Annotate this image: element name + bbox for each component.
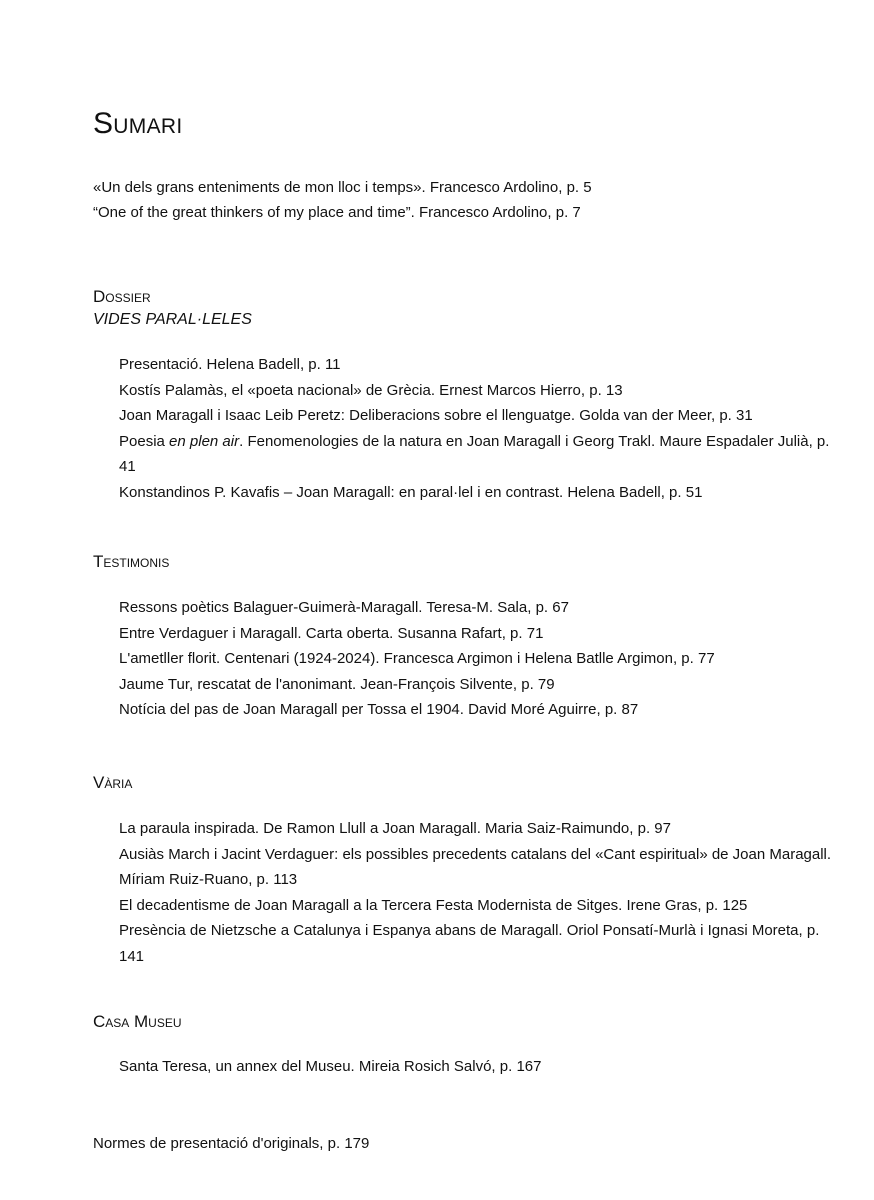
toc-entry: Notícia del pas de Joan Maragall per Tossa el 1904. David Moré Aguirre, p. 87 [119, 701, 639, 718]
section-heading-dossier: Dossier [93, 287, 151, 306]
toc-entry-text: Poesia [119, 432, 170, 450]
toc-entry: Ressons poètics Balaguer-Guimerà-Maragall. Teresa-M. Sala, p. 67 [119, 599, 569, 616]
toc-entry: Jaume Tur, rescatat de l'anonimant. Jean-François Silvente, p. 79 [119, 675, 555, 693]
toc-entry: Entre Verdaguer i Maragall. Carta oberta. Susanna Rafart, p. 71 [119, 624, 544, 642]
toc-entry: Ausiàs March i Jacint Verdaguer: els possibles precedents catalans del «Cant espiritual» de Joan Maragall. Míriam Ruiz-Ruano, p. 113 [119, 845, 832, 888]
intro-entry-catalan: «Un dels grans enteniments de mon lloc i temps». Francesco Ardolino, p. 5 [93, 179, 592, 196]
intro-entry-english: “One of the great thinkers of my place and time”. Francesco Ardolino, p. 7 [93, 204, 581, 221]
toc-entry-italic: en plen air [169, 432, 240, 450]
toc-entry: Santa Teresa, un annex del Museu. Mireia Rosich Salvó, p. 167 [119, 1058, 542, 1075]
page-title: Sumari [93, 107, 183, 140]
toc-entry: El decadentisme de Joan Maragall a la Tercera Festa Modernista de Sitges. Irene Gras, p. 125 [119, 896, 748, 914]
varia-entries [119, 816, 839, 969]
intro-entries [93, 175, 592, 225]
section-subtitle-dossier: VIDES PARAL·LELES [93, 311, 252, 328]
section-heading-casa-museu: Casa Museu [93, 1012, 182, 1031]
toc-entry-text: . Fenomenologies de la natura en Joan Maragall i Georg Trakl. Maure Espadaler Julià, p. 41 [119, 432, 830, 475]
toc-entry: Konstandinos P. Kavafis – Joan Maragall: en paral·lel i en contrast. Helena Badell, p. 51 [119, 483, 703, 501]
casa-museu-entries [119, 1054, 839, 1080]
section-heading-testimonis: Testimonis [93, 552, 170, 571]
toc-entry: Presentació. Helena Badell, p. 11 [119, 356, 341, 373]
toc-entry: Kostís Palamàs, el «poeta nacional» de Grècia. Ernest Marcos Hierro, p. 13 [119, 381, 623, 399]
submission-guidelines-entry: Normes de presentació d'originals, p. 179 [93, 1135, 370, 1152]
toc-entry: Joan Maragall i Isaac Leib Peretz: Deliberacions sobre el llenguatge. Golda van der Meer, p. 31 [119, 407, 753, 424]
toc-entry: Presència de Nietzsche a Catalunya i Espanya abans de Maragall. Oriol Ponsatí-Murlà i Ignasi Moreta, p. 141 [119, 922, 820, 965]
dossier-entries [119, 352, 839, 505]
testimonis-entries [119, 595, 839, 723]
toc-entry: L'ametller florit. Centenari (1924-2024). Francesca Argimon i Helena Batlle Argimon, p. 77 [119, 650, 715, 667]
toc-entry: La paraula inspirada. De Ramon Llull a Joan Maragall. Maria Saiz-Raimundo, p. 97 [119, 820, 671, 837]
toc-entry [119, 429, 839, 480]
section-heading-varia: Vària [93, 773, 133, 792]
